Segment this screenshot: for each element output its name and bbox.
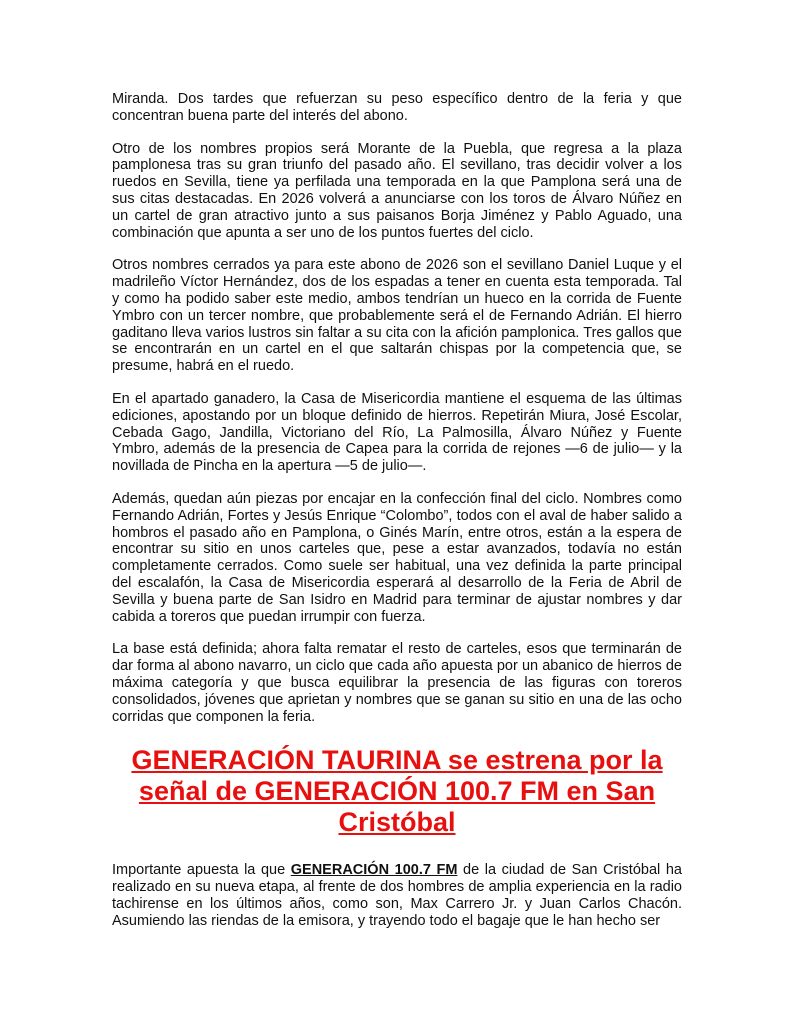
intro-text-before: Importante apuesta la que: [112, 862, 291, 879]
station-name: GENERACIÓN 100.7 FM: [290, 862, 458, 879]
intro-text-after: de la ciudad de San Cristóbal ha realizado en su nueva etapa, al frente de dos hombres de amplia experiencia en la radio tachirense en los últimos años, como son, Max Carrero Jr. y Juan Carlos Chacón. Asumiendo las riendas de la emisora, y trayendo todo el bagaje que le han hecho ser: [112, 862, 682, 929]
paragraph-3: Otros nombres cerrados ya para este abono de 2026 son el sevillano Daniel Luque y el madrileño Víctor Hernández, dos de los espadas a tener en cuenta esta temporada. Tal y como ha podido saber este medio, ambos tendrían un hueco en la corrida de Fuente Ymbro con un tercer nombre, que probablemente será el de Fernando Adrián. El hierro gaditano lleva varios lustros sin faltar a su cita con la afición pamplonica. Tres gallos que se encontrarán en un cartel en el que saltarán chispas por la competencia que, se presume, habrá en el ruedo.: [112, 257, 682, 375]
paragraph-6: La base está definida; ahora falta rematar el resto de carteles, esos que terminarán de dar forma al abono navarro, un ciclo que cada año apuesta por un abanico de hierros de máxima categoría y que busca equilibrar la presencia de las figuras con toreros consolidados, jóvenes que aprietan y nombres que se ganan su sitio en una de las ocho corridas que componen la feria.: [112, 641, 682, 725]
paragraph-4: En el apartado ganadero, la Casa de Misericordia mantiene el esquema de las últimas ediciones, apostando por un bloque definido de hierros. Repetirán Miura, José Escolar, Cebada Gago, Jandilla, Victoriano del Río, La Palmosilla, Álvaro Núñez y Fuente Ymbro, además de la presencia de Capea para la corrida de rejones —6 de julio— y la novillada de Pincha en la apertura —5 de julio—.: [112, 390, 682, 475]
intro-paragraph: [112, 862, 682, 929]
news-headline: GENERACIÓN TAURINA se estrena por la señal de GENERACIÓN 100.7 FM en San Cristóbal: [131, 745, 663, 838]
paragraph-2: Otro de los nombres propios será Morante de la Puebla, que regresa a la plaza pamplonesa tras su gran triunfo del pasado año. El sevillano, tras decidir volver a los ruedos en Sevilla, tiene ya perfilada una temporada en la que Pamplona será una de sus citas destacadas. En 2026 volverá a anunciarse con los toros de Álvaro Núñez en un cartel de gran atractivo junto a sus paisanos Borja Jiménez y Pablo Aguado, una combinación que apunta a ser uno de los puntos fuertes del ciclo.: [112, 140, 682, 241]
paragraph-1: Miranda. Dos tardes que refuerzan su peso específico dentro de la feria y que concentran buena parte del interés del abono.: [112, 91, 682, 124]
paragraph-5: Además, quedan aún piezas por encajar en la confección final del ciclo. Nombres como Fernando Adrián, Fortes y Jesús Enrique “Colombo”, todos con el aval de haber salido a hombros el pasado año en Pamplona, o Ginés Marín, entre otros, están a la espera de encontrar su sitio en unos carteles que, pese a estar avanzados, todavía no están completamente cerrados. Como suele ser habitual, una vez definida la parte principal del escalafón, la Casa de Misericordia esperará al desarrollo de la Feria de Abril de Sevilla y buena parte de San Isidro en Madrid para terminar de ajustar nombres y dar cabida a toreros que puedan irrumpir con fuerza.: [112, 490, 682, 625]
article-body: [112, 91, 682, 945]
